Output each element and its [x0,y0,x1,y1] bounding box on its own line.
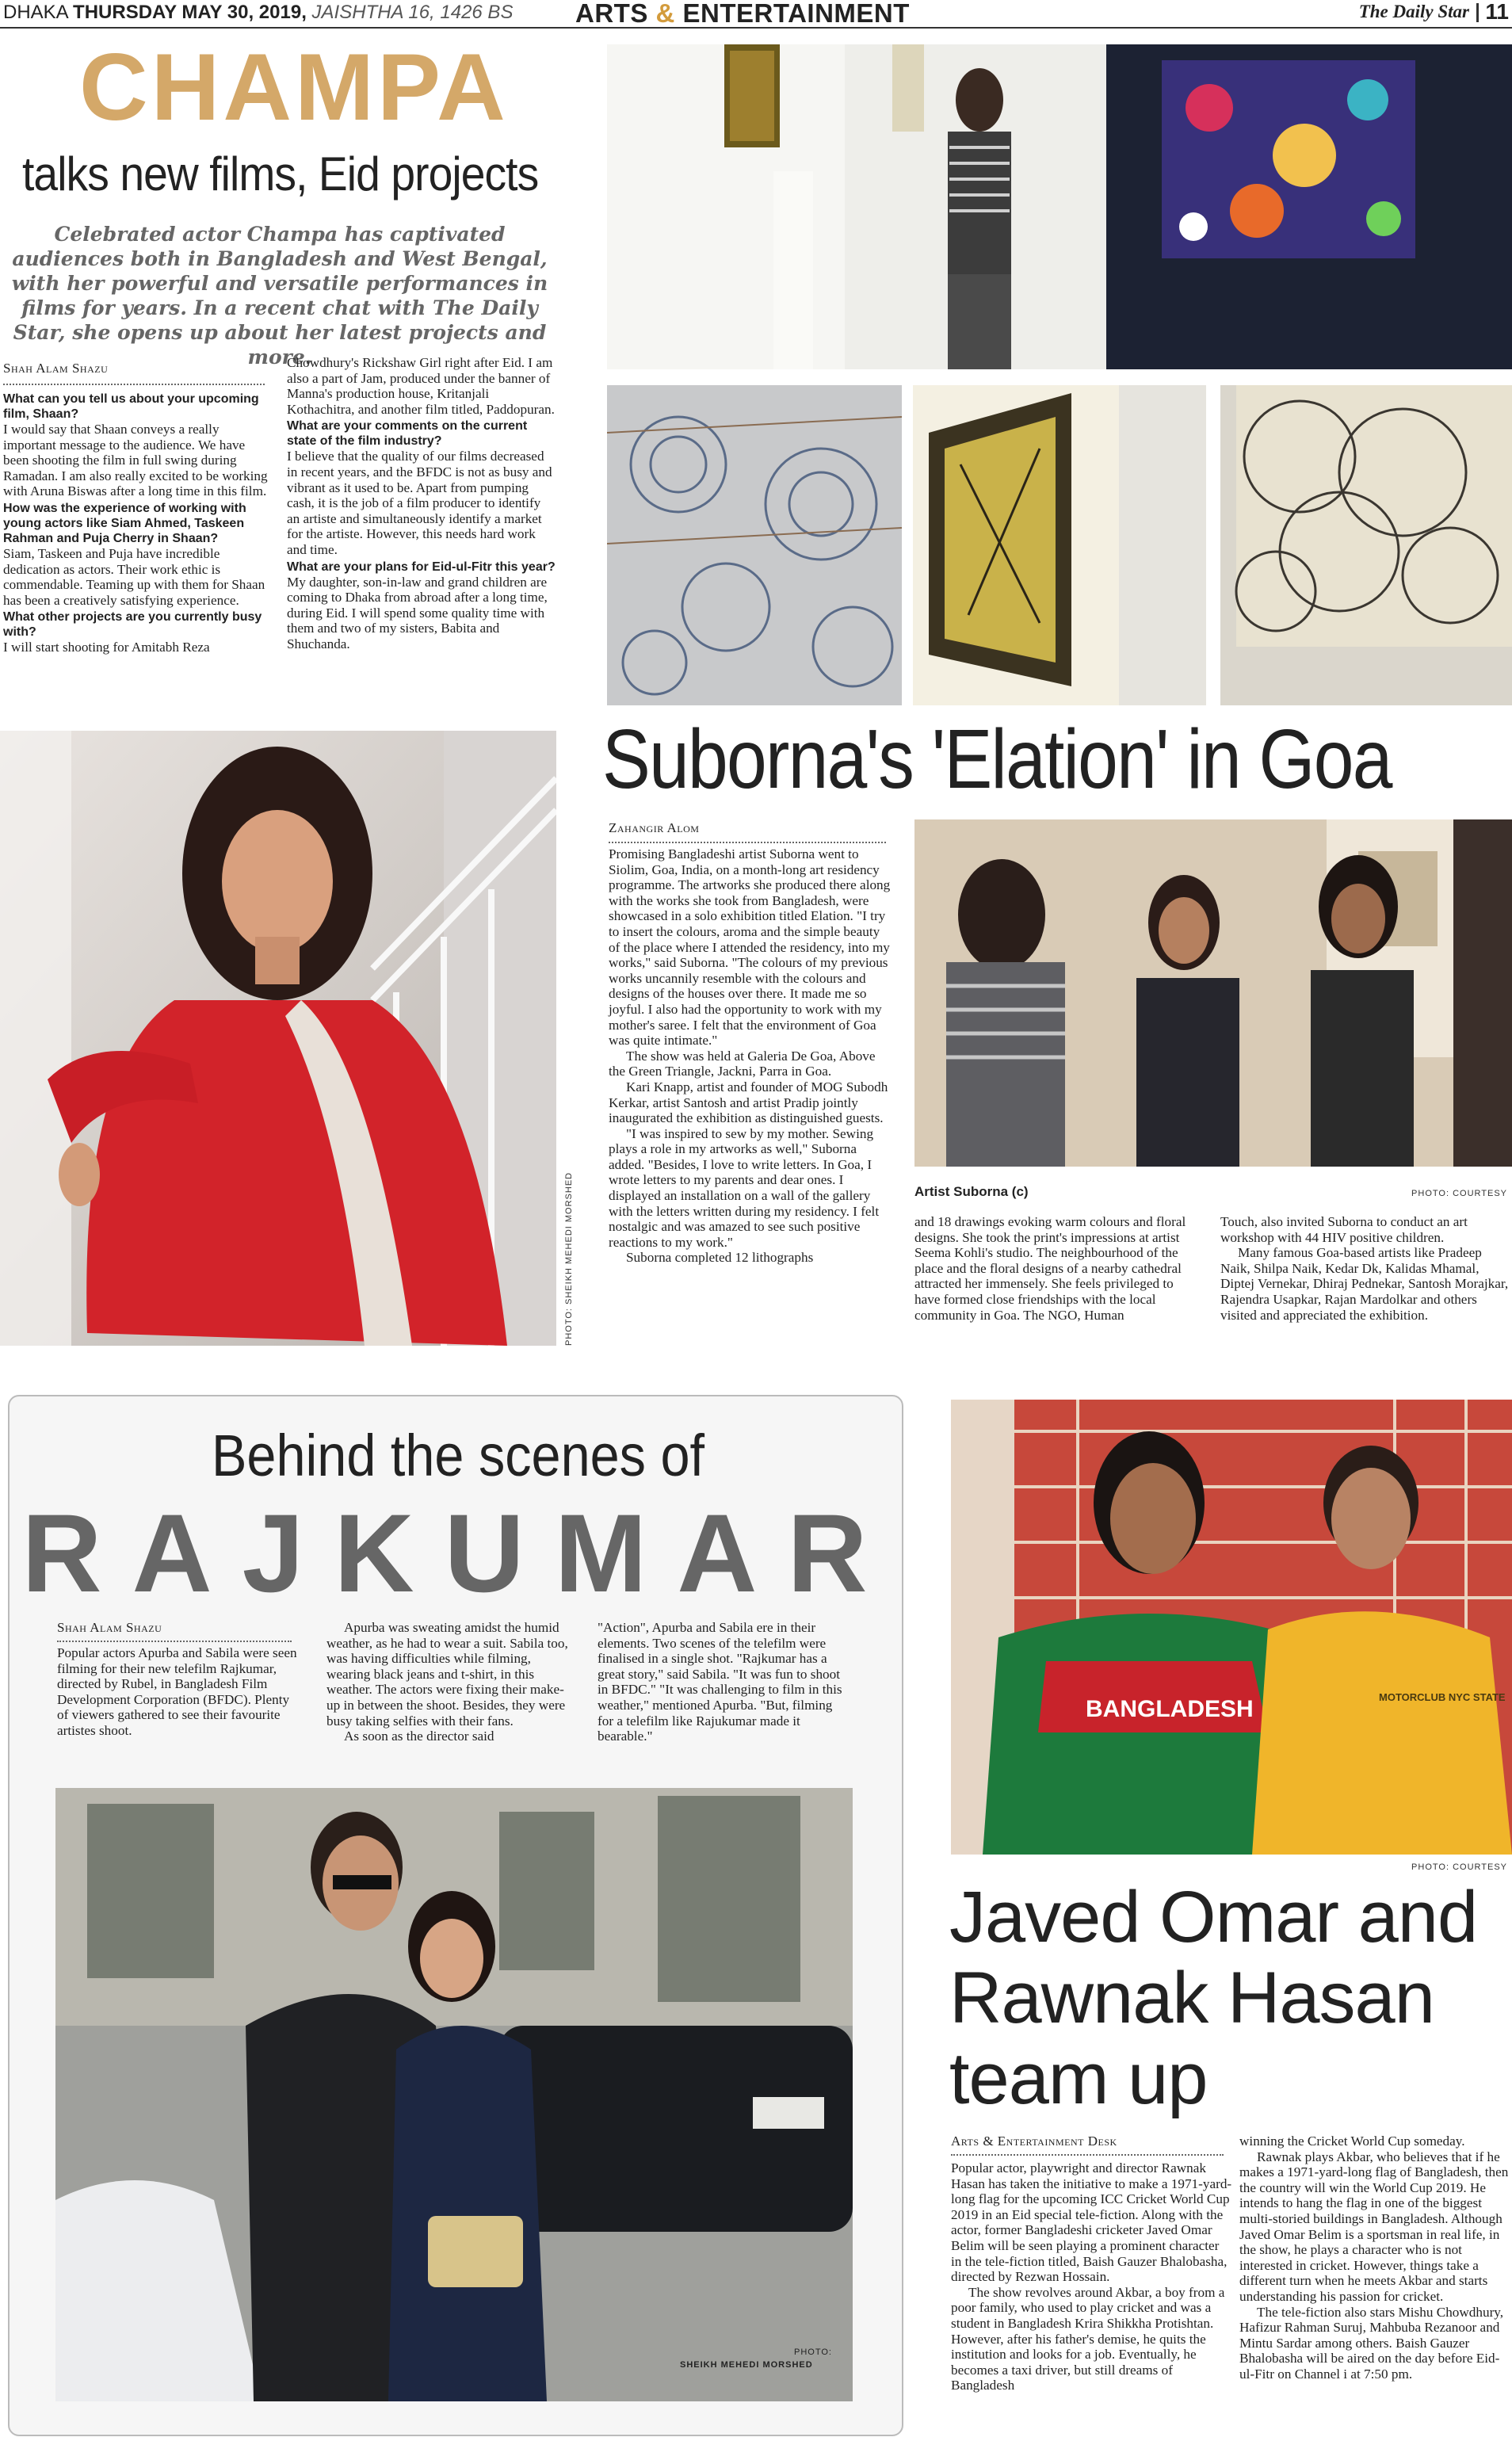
javed-photo-credit: PHOTO: COURTESY [1411,1862,1507,1872]
champa-question: What other projects are you currently busy with? [3,610,262,640]
suborna-paragraph: Kari Knapp, artist and founder of MOG Subodh Kerkar, artist Santosh and artist Pradip jointly inaugurated the exhibition as distinguished guests. [609,1079,888,1126]
champa-answer: I would say that Shaan conveys a really important message to the audience. We have been shooting the film in full swing during Ramadan. I am also really excited to be working with Aruna Biswas after a long time in this film. [3,422,268,499]
artwork-photo-art [1220,385,1512,705]
javed-column-1 [951,2160,1233,2393]
artwork-photo-art [607,385,902,705]
paper-name: The Daily Star [1358,2,1469,21]
suborna-photo-art [914,819,1512,1167]
gallery-photo-main [607,44,1512,369]
champa-photo [0,731,556,1346]
suborna-column-1 [609,846,894,1266]
masthead [0,0,1512,29]
suborna-title: Suborna's 'Elation' in Goa [602,712,1392,806]
suborna-column-3 [1220,1214,1510,1323]
champa-answer: My daughter, son-in-law and grand children are coming to Dhaka from abroad after a long time, during Eid. I will spend some quality time with them and two of my sisters, Babita and Shuchanda. [287,574,548,651]
suborna-photo [914,819,1512,1167]
rajkumar-photo-art [55,1788,853,2401]
suborna-column-2 [914,1214,1200,1323]
champa-question: What are your comments on the current state of the film industry? [287,419,528,449]
section-name: ARTS & ENTERTAINMENT [575,0,910,28]
javed-paragraph: Popular actor, playwright and director Rawnak Hasan has taken the initiative to make a 1971-yard-long flag for the upcoming ICC Cricket World Cup 2019 in an Eid special tele-fiction. Along with the actor, former Bangladeshi cricketer Javed Omar Belim will be seen playing a prominent character in the tele-fiction titled, Baish Gauzer Bhalobasha, directed by Rezwan Hossain. [951,2160,1232,2285]
rajkumar-paragraph: Popular actors Apurba and Sabila were seen filming for their new telefilm Rajkumar, directed by Rubel, in Bangladesh Film Development Corporation (BFDC). Plenty of viewers gathered to see their favourite artistes shoot. [57,1645,297,1738]
rajkumar-column-2 [326,1620,577,1744]
rajkumar-credit-name: SHEIKH MEHEDI MORSHED [680,2360,813,2370]
suborna-paragraph: The show was held at Galeria De Goa, Above the Green Triangle, Jackni, Parra in Goa. [609,1048,876,1079]
byline-rule [57,1641,292,1642]
javed-photo-art [951,1400,1512,1855]
rajkumar-photo [55,1788,853,2401]
masthead-date: DHAKA THURSDAY MAY 30, 2019, JAISHTHA 16, 1426 BS [3,2,514,23]
champa-answer: Siam, Taskeen and Puja have incredible dedication as actors. Their work ethic is commendable. Teaming up with them for Shaan has been a creatively satisfying experience. [3,545,265,608]
masthead-divider [1476,3,1479,22]
suborna-byline: Zahangir Alom [609,820,700,835]
javed-photo [951,1400,1512,1855]
rajkumar-credit-label: PHOTO: [794,2347,832,2357]
javed-paragraph: The show revolves around Akbar, a boy from a poor family, who used to play cricket and was a student in Bangladesh Krira Shikkha Protishtan. However, after his father's demise, he quits the institution and looks for a job. Eventually, he becomes a taxi driver, but still dreams of Bangladesh [951,2284,1225,2393]
rajkumar-byline: Shah Alam Shazu [57,1620,162,1635]
artwork-photo-1 [607,385,902,705]
rajkumar-title: RAJKUMAR [21,1491,898,1615]
champa-title: CHAMPA [79,34,509,140]
byline-rule [609,842,886,843]
javed-byline: Arts & Entertainment Desk [951,2133,1117,2149]
byline-rule [3,384,265,385]
artwork-photo-3 [1220,385,1512,705]
rajkumar-paragraph: As soon as the director said [344,1729,494,1744]
rajkumar-pretitle: Behind the scenes of [211,1423,705,1488]
champa-answer: Chowdhury's Rickshaw Girl right after Eid. I am also a part of Jam, produced under the banner of Manna's production house, Kritanjali Kothachitra, and another film titled, Paddopuran. [287,355,555,417]
suborna-paragraph: "I was inspired to sew by my mother. Sewing plays a role in my artworks as well," Suborna added. "Besides, I love to write letters. In Goa, I wrote letters to my parents and dear ones. I displayed an installation on a wall of the gallery with the letters written during my residency. I felt nostalgic and was amazed to see such positive reactions to my work." [609,1125,880,1250]
javed-paragraph: winning the Cricket World Cup someday. [1239,2133,1465,2149]
suborna-paragraph: Suborna completed 12 lithographs [626,1250,814,1266]
champa-byline: Shah Alam Shazu [3,361,109,376]
shirt-text: MOTORCLUB NYC STATE [1379,1691,1506,1703]
rajkumar-column-3 [598,1620,850,1744]
suborna-paragraph: Many famous Goa-based artists like Pradeep Naik, Shilpa Naik, Kedar Dk, Kalidas Mhamal, Diptej Vernekar, Dhiraj Pednekar, Santosh Morajkar, Rajendra Usapkar, Rajan Mardolkar and others visited and appreciated the exhibition. [1220,1245,1509,1323]
suborna-paragraph: Touch, also invited Suborna to conduct an art workshop with 44 HIV positive children. [1220,1214,1468,1245]
champa-answer: I believe that the quality of our films decreased in recent years, and the BFDC is not as busy and vibrant as it used to be. Apart from pumping cash, it is the job of a film producer to identify an artiste and simultaneously identify a market for the artiste. However, this needs hard work and time. [287,449,552,557]
javed-title: Javed Omar and Rawnak Hasan team up [949,1877,1478,2119]
rajkumar-paragraph: "Action", Apurba and Sabila ere in their elements. Two scenes of the telefilm were finalised in a single shot. "Rajkumar has a great story," said Sabila. "It was fun to shoot in BFDC." "It was challenging to film in this weather," mentioned Apurba. "But, filming for a telefilm like Rajukumar made it bearable." [598,1620,842,1744]
javed-column-2 [1239,2133,1509,2382]
champa-intro: Celebrated actor Champa has captivated audiences both in Bangladesh and West Bengal, with her powerful and versatile performances in films for years. In a recent chat with The Daily Star, she opens up about her latest projects and more. [11,223,548,369]
jersey-text: BANGLADESH [1086,1696,1254,1722]
champa-photo-art [0,731,556,1346]
suborna-paragraph: Promising Bangladeshi artist Suborna went to Siolim, Goa, India, on a month-long art residency programme. The artworks she produced there along with the works she took from Bangladesh, were showcased in a solo exhibition titled Elation. "I try to insert the colours, aroma and the simple beauty of the place where I attended the residency, into my works," said Suborna. "The colours of my previous works uncannily resemble with the colours and designs of the houses over there. It made me so joyful. I also had the opportunity to work with my mother's saree. I felt that the environment of Goa was quite intimate." [609,846,891,1049]
suborna-photo-credit: PHOTO: COURTESY [1411,1189,1507,1198]
champa-column-1 [3,390,269,655]
page-number: 11 [1485,0,1509,24]
rajkumar-column-1 [57,1645,303,1739]
javed-paragraph: Rawnak plays Akbar, who believes that if he makes a 1971-yard-long flag of Bangladesh, then the country will win the World Cup 2019. He intends to hang the flag in one of the biggest multi-storied buildings in Bangladesh. Although Javed Omar Belim is a sportsman in real life, in the show, he plays a character who is not interested in cricket. However, things take a different turn when he meets Akbar and starts understanding his passion for cricket. [1239,2149,1509,2304]
suborna-caption: Artist Suborna (c) [914,1184,1029,1199]
artwork-photo-art [913,385,1206,705]
rajkumar-paragraph: Apurba was sweating amidst the humid weather, as he had to wear a suit. Sabila too, was having difficulties while filming, wearing black jeans and t-shirt, in this weather. The actors were fixing their make-up in between the shoot. Besides, they were busy taking selfies with their fans. [326,1620,568,1729]
champa-question: What can you tell us about your upcoming film, Shaan? [3,392,259,421]
artwork-photo-2 [913,385,1206,705]
byline-rule [951,2154,1224,2156]
champa-subtitle: talks new films, Eid projects [22,147,539,201]
gallery-photo-art [607,44,1512,369]
champa-photo-credit: PHOTO: SHEIKH MEHEDI MORSHED [564,1171,574,1346]
javed-paragraph: The tele-fiction also stars Mishu Chowdhury, Hafizur Rahman Suruj, Mahbuba Rezanoor and Mintu Sardar among others. Baish Gauzer Bhalobasha will be aired on the day before Eid-ul-Fitr on Channel i at 7:50 pm. [1239,2304,1504,2382]
champa-answer: I will start shooting for Amitabh Reza [3,640,210,655]
champa-question: How was the experience of working with young actors like Siam Ahmed, Taskeen Rahman and Puja Cherry in Shaan? [3,501,246,545]
champa-question: What are your plans for Eid-ul-Fitr this year? [287,560,556,574]
suborna-paragraph: and 18 drawings evoking warm colours and floral designs. She took the print's impressions at artist Seema Kohli's studio. The neighbourhood of the place and the floral designs of a nearby cathedral attracted her immensely. She feels privileged to have formed close friendships with the local community in Goa. The NGO, Human [914,1214,1186,1323]
champa-column-2 [287,355,556,652]
